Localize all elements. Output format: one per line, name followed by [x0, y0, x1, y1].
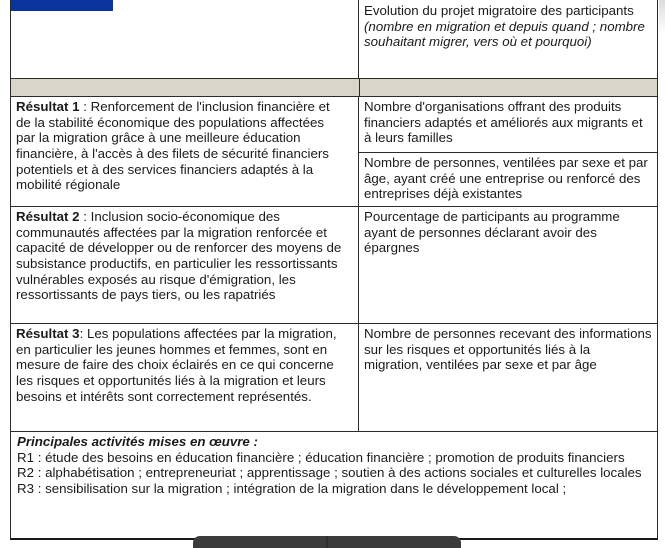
activity-r3: R3 : sensibilisation sur la migration ; intégration de la migration dans le développement local ; — [17, 481, 567, 497]
header-cell-empty — [11, 0, 359, 78]
result-2-text: Inclusion socio-économique des communautés affectées par la migration renforcée et capacité de développer ou de renforcer des moyens de subsistance productifs, en particulier les ressortissants vulnérables exposés au risque d'émigration, les ressortissants de pays tiers, ou les rapatriés — [16, 209, 342, 303]
indicator-informations: Nombre de personnes recevant des informations sur les risques et opportunités liés à la migration, ventilées par sexe et par âge — [364, 326, 652, 373]
separator-cell-right — [360, 79, 657, 96]
result-1-colon: : — [79, 99, 91, 114]
table-row-header — [11, 0, 657, 78]
activity-r2: R2 : alphabétisation ; entrepreneuriat ; apprentissage ; soutien à des actions sociales et culturelles locales — [17, 465, 642, 481]
floating-toolbar — [193, 536, 461, 548]
cell-result-1-description — [11, 97, 359, 206]
indicator-evolution-text: Evolution du projet migratoire des participants — [364, 3, 634, 18]
result-1-label: Résultat 1 — [16, 99, 80, 114]
logframe-table — [10, 0, 658, 540]
result-2-colon: : — [79, 209, 91, 224]
cell-activities — [11, 432, 657, 538]
cell-result-1-indicators — [359, 97, 657, 206]
result-2-label: Résultat 2 — [16, 209, 80, 224]
result-3-label: Résultat 3 — [16, 326, 80, 341]
cell-result-3-description — [11, 324, 359, 431]
result-3-text: Les populations affectées par la migration, en particulier les jeunes hommes et femmes, sont en mesure de faire des choix éclairés en ce qui concerne les risques et opportunités liés à la migration et leurs besoins et intérêts sont correctement représentés. — [16, 326, 337, 404]
table-row-result-3 — [11, 323, 657, 431]
table-row-result-1 — [11, 96, 657, 206]
cell-result-2-description — [11, 207, 359, 323]
toolbar-button-left[interactable] — [193, 536, 326, 548]
toolbar-button-right[interactable] — [328, 536, 461, 548]
header-cell-indicator — [359, 0, 657, 78]
table-row-separator — [11, 78, 657, 96]
result-1-text: Renforcement de l'inclusion financière et de la stabilité économique des populations affectées par la migration grâce à une meilleure éducation financière, à l'accès à des filets de sécurité financiers potentiels et à des services financiers adaptés à la mobilité régionale — [16, 99, 330, 193]
indicator-evolution-italic: (nombre en migration et depuis quand ; nombre souhaitant migrer, vers où et pourquoi) — [364, 18, 645, 50]
result-3-colon: : — [79, 326, 87, 341]
separator-cell-left — [11, 79, 360, 96]
indicator-entreprises: Nombre de personnes, ventilées par sexe et par âge, ayant créé une entreprise ou renforcé des entreprises déjà existantes — [359, 152, 657, 206]
table-row-result-2 — [11, 206, 657, 323]
page-edge-shadow — [659, 0, 665, 34]
cell-result-2-indicators — [359, 207, 657, 323]
indicator-epargnes: Pourcentage de participants au programme ayant de personnes déclarant avoir des épargnes — [364, 209, 620, 256]
activities-title: Principales activités mises en œuvre : — [17, 434, 258, 449]
cell-result-3-indicators — [359, 324, 657, 431]
table-row-activities — [11, 431, 657, 538]
activity-r1: R1 : étude des besoins en éducation financière ; éducation financière ; promotion de produits financiers — [17, 449, 625, 465]
indicator-organisations: Nombre d'organisations offrant des produits financiers adaptés et améliorés aux migrants et à leurs familles — [364, 99, 643, 146]
